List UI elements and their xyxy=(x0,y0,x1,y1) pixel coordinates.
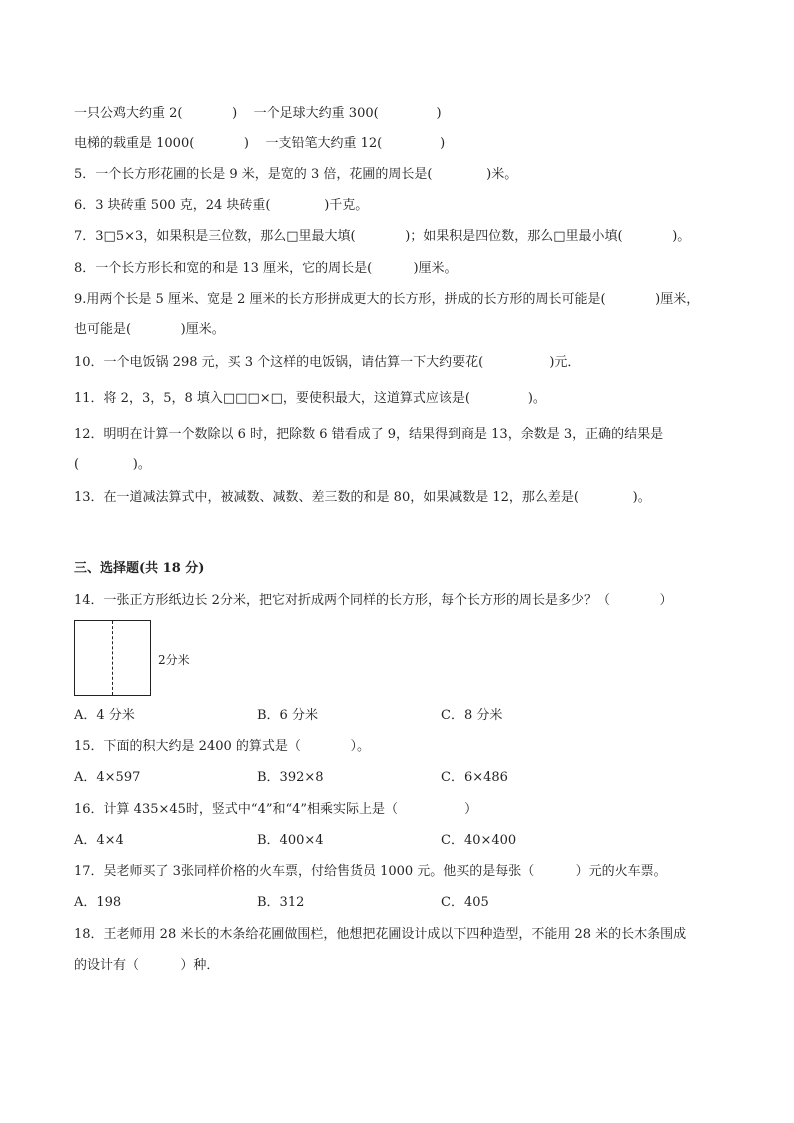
question-12: 12．明明在计算一个数除以 6 时，把除数 6 错看成了 9，结果得到商是 13，余数是 3，正确的结果是 xyxy=(74,427,664,442)
fold-line xyxy=(112,621,113,695)
question-9-continued: 也可能是( )厘米。 xyxy=(74,322,225,337)
q15-option-a[interactable]: A．4×597 xyxy=(74,770,141,785)
question-14: 14．一张正方形纸边长 2分米，把它对折成两个同样的长方形，每个长方形的周长是多少？（ ） xyxy=(74,593,673,608)
q15-option-c[interactable]: C．6×486 xyxy=(441,770,508,785)
q14-option-c[interactable]: C．8 分米 xyxy=(441,708,503,723)
fill-blank-line-2: 电梯的载重是 1000( ) 一支铅笔大约重 12( ) xyxy=(74,136,446,151)
figure-side-label: 2分米 xyxy=(158,653,190,667)
question-7: 7．3□5×3，如果积是三位数，那么□里最大填( )；如果积是四位数，那么□里最小填( )。 xyxy=(74,229,691,244)
question-18: 18．王老师用 28 米长的木条给花圃做围栏，他想把花圃设计成以下四种造型，不能用 28 米的长木条围成 xyxy=(74,927,687,942)
q15-option-b[interactable]: B．392×8 xyxy=(257,770,324,785)
question-12-continued: ( )。 xyxy=(74,457,151,472)
q17-option-c[interactable]: C．405 xyxy=(441,895,489,910)
question-8: 8．一个长方形长和宽的和是 13 厘米，它的周长是( )厘米。 xyxy=(74,261,458,276)
question-9: 9.用两个长是 5 厘米、宽是 2 厘米的长方形拼成更大的长方形，拼成的长方形的周长可能是( )厘米， xyxy=(74,292,700,307)
fill-blank-line-1: 一只公鸡大约重 2( ) 一个足球大约重 300( ) xyxy=(74,106,442,121)
q16-option-b[interactable]: B．400×4 xyxy=(257,833,324,848)
question-15: 15．下面的积大约是 2400 的算式是（ ）。 xyxy=(74,739,370,754)
question-17: 17．吴老师买了 3张同样价格的火车票，付给售货员 1000 元。他买的是每张（ ）元的火车票。 xyxy=(74,864,667,879)
q16-option-c[interactable]: C．40×400 xyxy=(441,833,517,848)
question-13: 13．在一道减法算式中，被减数、减数、差三数的和是 80，如果减数是 12，那么差是( )。 xyxy=(74,490,651,505)
question-10: 10．一个电饭锅 298 元，买 3 个这样的电饭锅，请估算一下大约要花( )元． xyxy=(74,355,581,370)
question-11: 11．将 2，3，5，8 填入□□□×□，要使积最大，这道算式应该是( )。 xyxy=(74,391,546,406)
q17-option-b[interactable]: B．312 xyxy=(257,895,305,910)
section-title: 三、选择题(共 18 分) xyxy=(74,561,205,576)
q14-option-b[interactable]: B．6 分米 xyxy=(257,708,318,723)
square-paper-figure xyxy=(74,620,151,696)
question-18-continued: 的设计有（ ）种． xyxy=(74,958,220,973)
question-6: 6．3 块砖重 500 克，24 块砖重( )千克。 xyxy=(74,198,369,213)
q14-option-a[interactable]: A．4 分米 xyxy=(74,708,135,723)
question-5: 5．一个长方形花圃的长是 9 米，是宽的 3 倍，花圃的周长是( )米。 xyxy=(74,167,518,182)
q17-option-a[interactable]: A．198 xyxy=(74,895,122,910)
q16-option-a[interactable]: A．4×4 xyxy=(74,833,124,848)
question-16: 16．计算 435×45时，竖式中“4”和“4”相乘实际上是（ ） xyxy=(74,802,478,817)
